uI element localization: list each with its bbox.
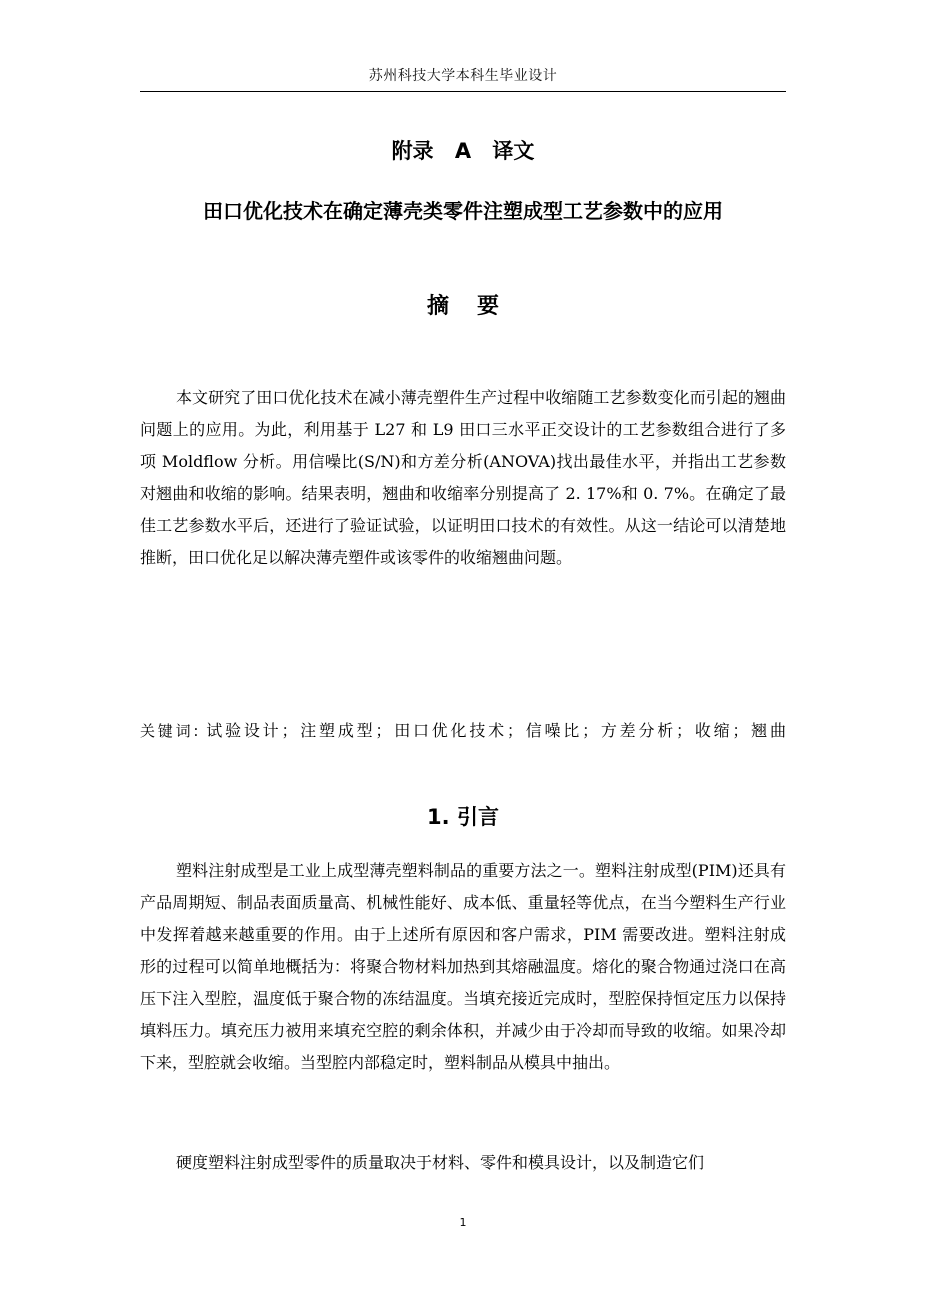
paper-title: 田口优化技术在确定薄壳类零件注塑成型工艺参数中的应用 — [203, 199, 723, 223]
introduction-paragraph-2: 硬度塑料注射成型零件的质量取决于材料、零件和模具设计，以及制造它们 — [176, 1153, 705, 1172]
keywords-line — [140, 715, 786, 747]
keywords-list: 试验设计；注塑成型；田口优化技术；信噪比；方差分析；收缩；翘曲 — [206, 721, 786, 740]
keywords-label: 关键词: — [140, 722, 199, 740]
page-number: 1 — [459, 1216, 467, 1229]
header-divider — [140, 91, 786, 92]
section-heading-introduction: 1. 引言 — [427, 805, 499, 829]
abstract-heading: 摘要 — [426, 294, 527, 319]
introduction-paragraph-1: 塑料注射成型是工业上成型薄壳塑料制品的重要方法之一。塑料注射成型(PIM)还具有产品周期短、制品表面质量高、机械性能好、成本低、重量轻等优点，在当今塑料生产行业中发挥着越来越重要的作用。由于上述所有原因和客户需求，PIM 需要改进。塑料注射成形的过程可以简单地概括为：将聚合物材料加热到其熔融温度。熔化的聚合物通过浇口在高压下注入型腔，温度低于聚合物的冻结温度。当填充接近完成时，型腔保持恒定压力以保持填料压力。填充压力被用来填充空腔的剩余体积，并减少由于冷却而导致的收缩。如果冷却下来，型腔就会收缩。当型腔内部稳定时，塑料制品从模具中抽出。 — [140, 861, 786, 1072]
appendix-title: 附录 A 译文 — [391, 139, 535, 163]
running-header: 苏州科技大学本科生毕业设计 — [368, 68, 558, 84]
abstract-body: 本文研究了田口优化技术在减小薄壳塑件生产过程中收缩随工艺参数变化而引起的翘曲问题上的应用。为此，利用基于 L27 和 L9 田口三水平正交设计的工艺参数组合进行了多项 Moldflow 分析。用信噪比(S/N)和方差分析(ANOVA)找出最佳水平，并指出工艺参数对翘曲和收缩的影响。结果表明，翘曲和收缩率分别提高了 2. 17%和 0. 7%。在确定了最佳工艺参数水平后，还进行了验证试验，以证明田口技术的有效性。从这一结论可以清楚地推断，田口优化足以解决薄壳塑件或该零件的收缩翘曲问题。 — [140, 388, 786, 567]
